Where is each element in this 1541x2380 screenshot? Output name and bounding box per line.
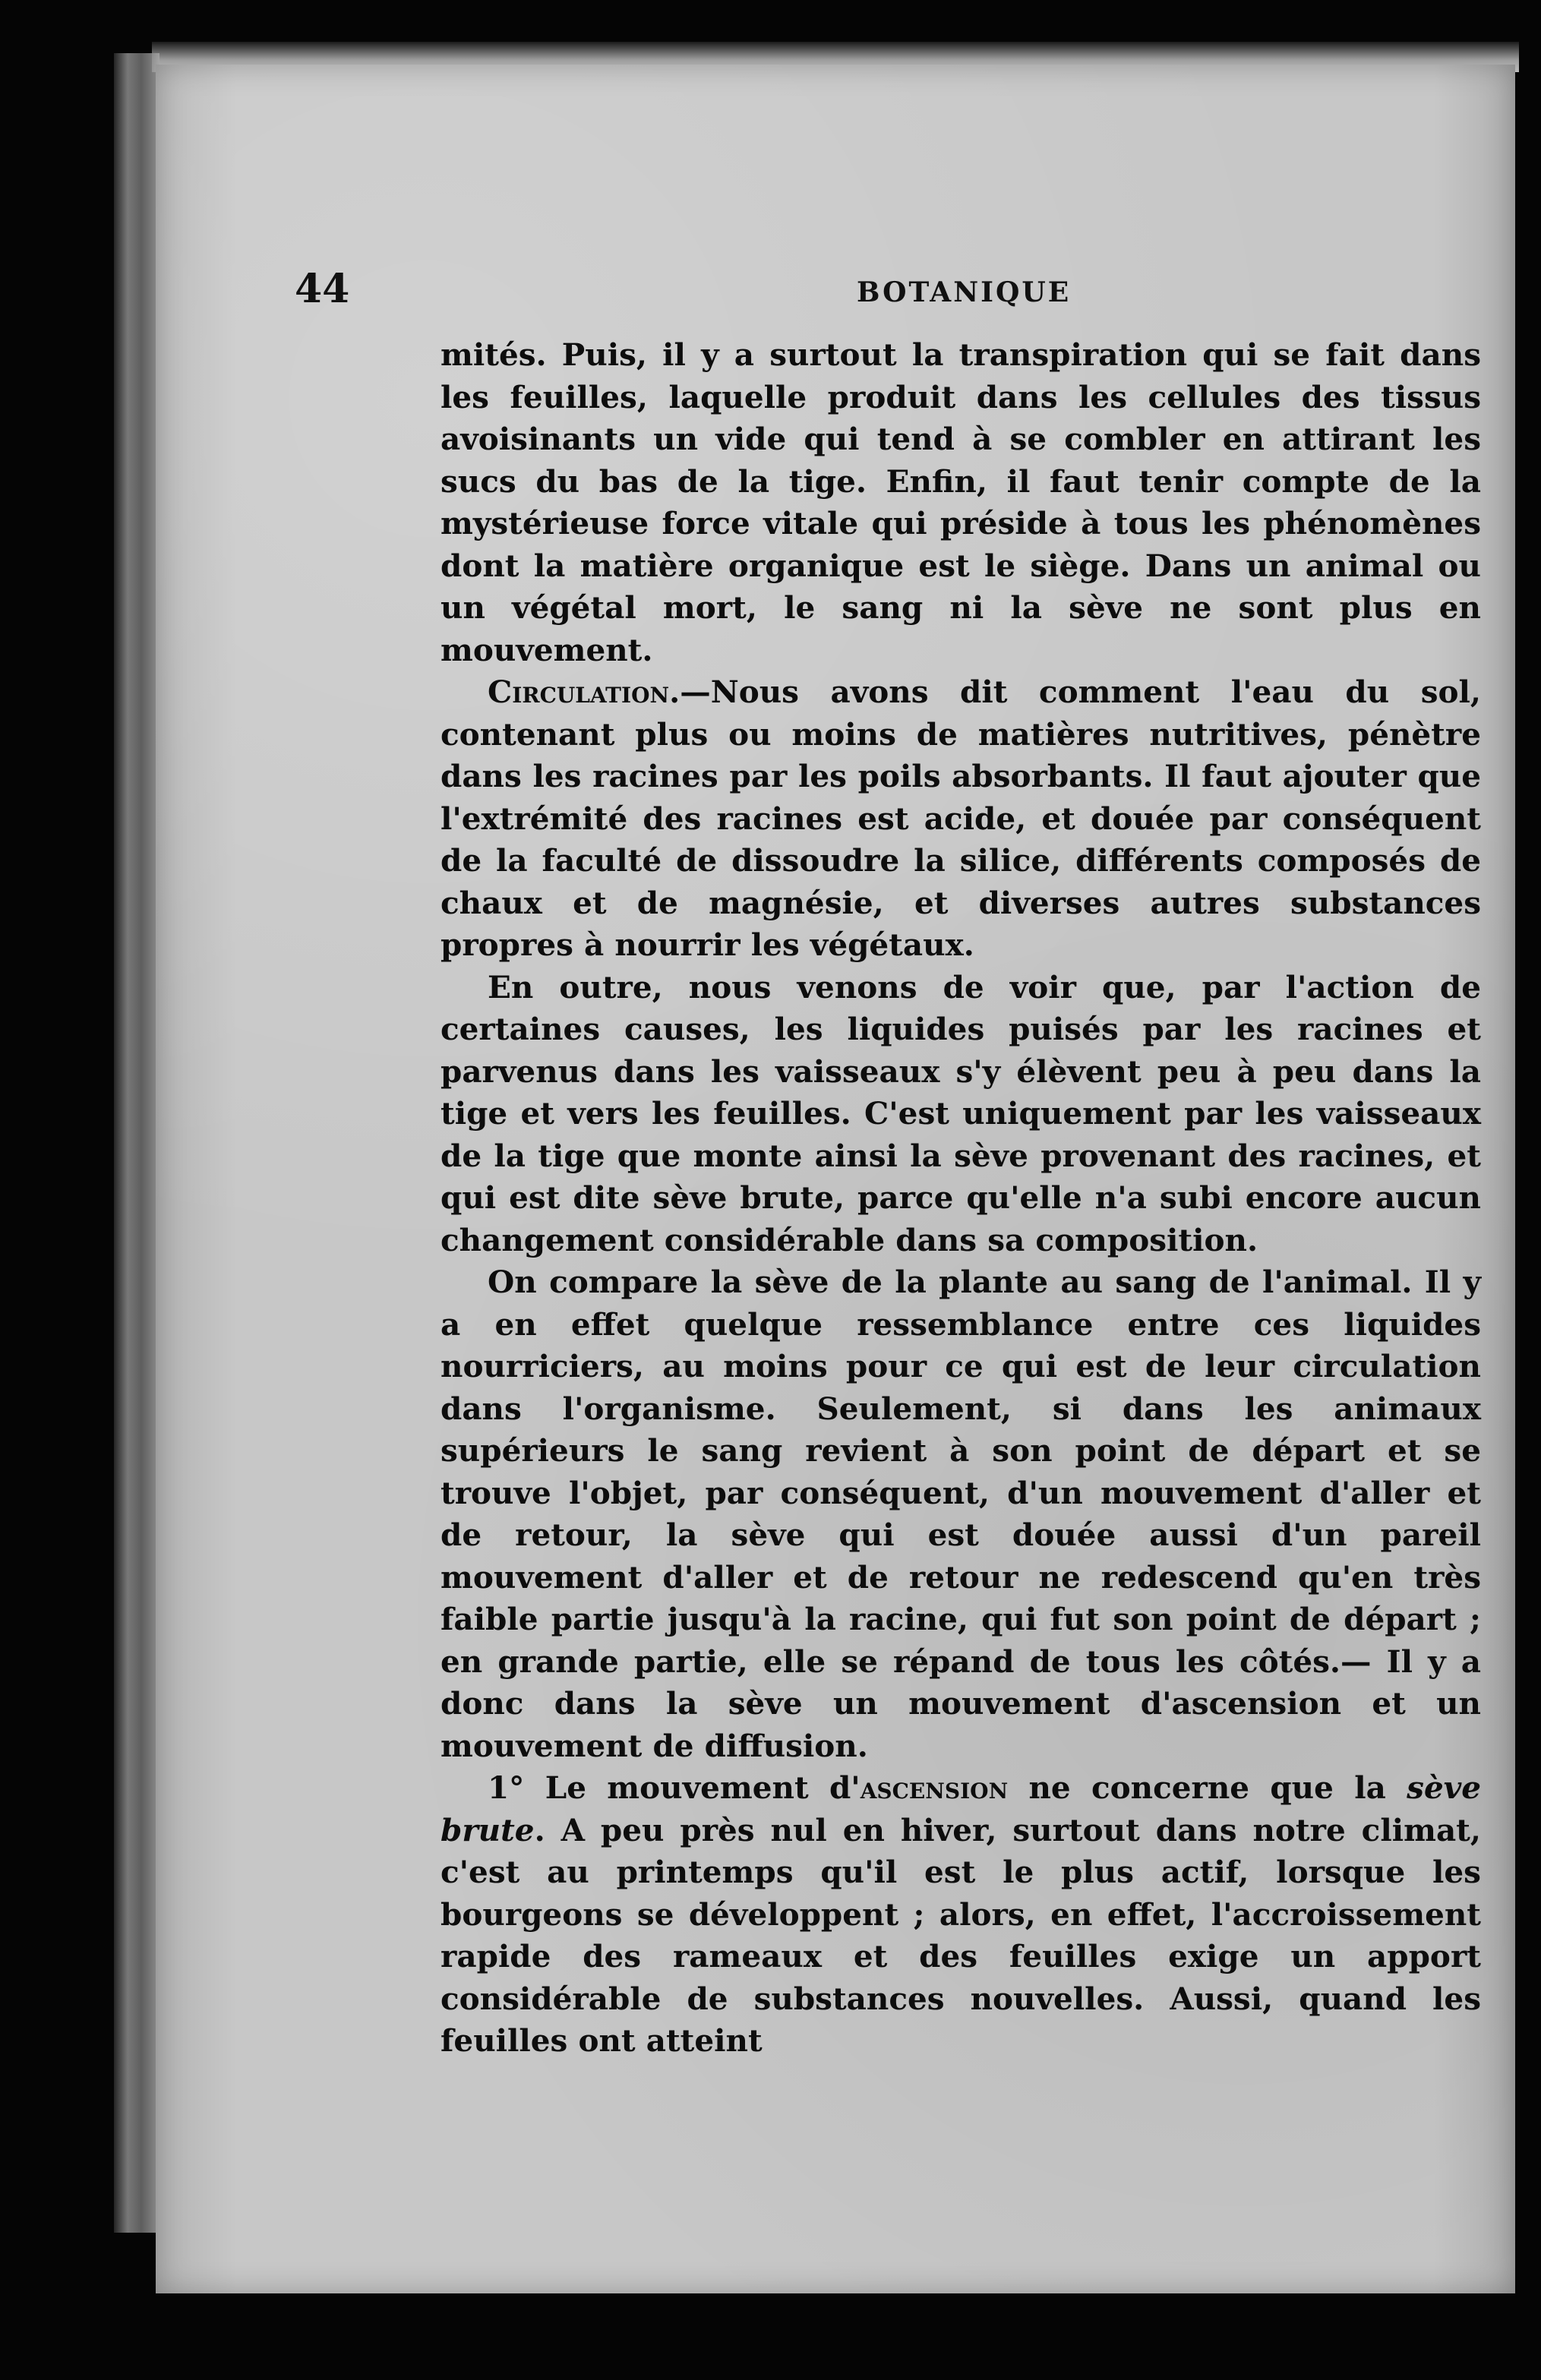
section-heading-circulation: Circulation. bbox=[488, 674, 681, 710]
body-text bbox=[441, 334, 1481, 2063]
paragraph-3 bbox=[441, 967, 1481, 1262]
paragraph-ascension bbox=[441, 1767, 1481, 2063]
paragraph-1 bbox=[441, 334, 1481, 671]
paragraph-circulation bbox=[441, 671, 1481, 967]
paragraph-5-mid: ne concerne que la bbox=[1008, 1769, 1407, 1806]
page-number: 44 bbox=[295, 266, 350, 312]
paragraph-4-text: On compare la sève de la plante au sang de l'animal. Il y a en effet quelque ressemblance entre ces liquides nourriciers, au moins pour ce qui est de leur circulation dans l'organisme. Seulement, si dans les animaux supérieurs le sang revient à son point de départ et se trouve l'objet, par conséquent, d'un mouvement d'aller et de retour, la sève qui est douée aussi d'un pareil mouvement d'aller et de retour ne redescend qu'en très faible partie jusqu'à la racine, qui fut son point de départ ; en grande partie, elle se répand de tous les côtés.— Il y a donc dans la sève un mouvement d'ascension et un mouvement de diffusion. bbox=[441, 1264, 1481, 1764]
paragraph-4 bbox=[441, 1261, 1481, 1767]
running-head bbox=[295, 266, 1487, 311]
paragraph-5-post: . A peu près nul en hiver, surtout dans notre climat, c'est au printemps qu'il est le plus actif, lorsque les bourgeons se développent ; alors, en effet, l'accroissement rapide des rameaux et des feuilles exige un apport considérable de substances nouvelles. Aussi, quand les feuilles ont atteint bbox=[441, 1811, 1481, 2059]
page-stack-left-edge bbox=[114, 53, 159, 2233]
term-seve-brute: sève brute bbox=[441, 1769, 1482, 1848]
paragraph-2-text: —Nous avons dit comment l'eau du sol, contenant plus ou moins de matières nutritives, pénètre dans les racines par les poils absorbants. Il faut ajouter que l'extrémité des racines est acide, et douée par conséquent de la faculté de dissoudre la silice, différents composés de chaux et de magnésie, et diverses autres substances propres à nourrir les végétaux. bbox=[441, 674, 1481, 963]
paragraph-3-text: En outre, nous venons de voir que, par l'action de certaines causes, les liquides puisés par les racines et parvenus dans les vaisseaux s'y élèvent peu à peu dans la tige et vers les feuilles. C'est uniquement par les vaisseaux de la tige que monte ainsi la sève provenant des racines, et qui est dite sève brute, parce qu'elle n'a subi encore aucun changement considérable dans sa composition. bbox=[441, 968, 1481, 1258]
paragraph-1-text: mités. Puis, il y a surtout la transpiration qui se fait dans les feuilles, laquelle produit dans les cellules des tissus avoisinants un vide qui tend à se combler en attirant les sucs du bas de la tige. Enfin, il faut tenir compte de la mystérieuse force vitale qui préside à tous les phénomènes dont la matière organique est le siège. Dans un animal ou un végétal mort, le sang ni la sève ne sont plus en mouvement. bbox=[441, 336, 1481, 668]
running-title: BOTANIQUE bbox=[857, 276, 1072, 308]
paragraph-5-pre: 1° Le mouvement d' bbox=[488, 1769, 860, 1806]
term-ascension: ascension bbox=[860, 1769, 1009, 1806]
